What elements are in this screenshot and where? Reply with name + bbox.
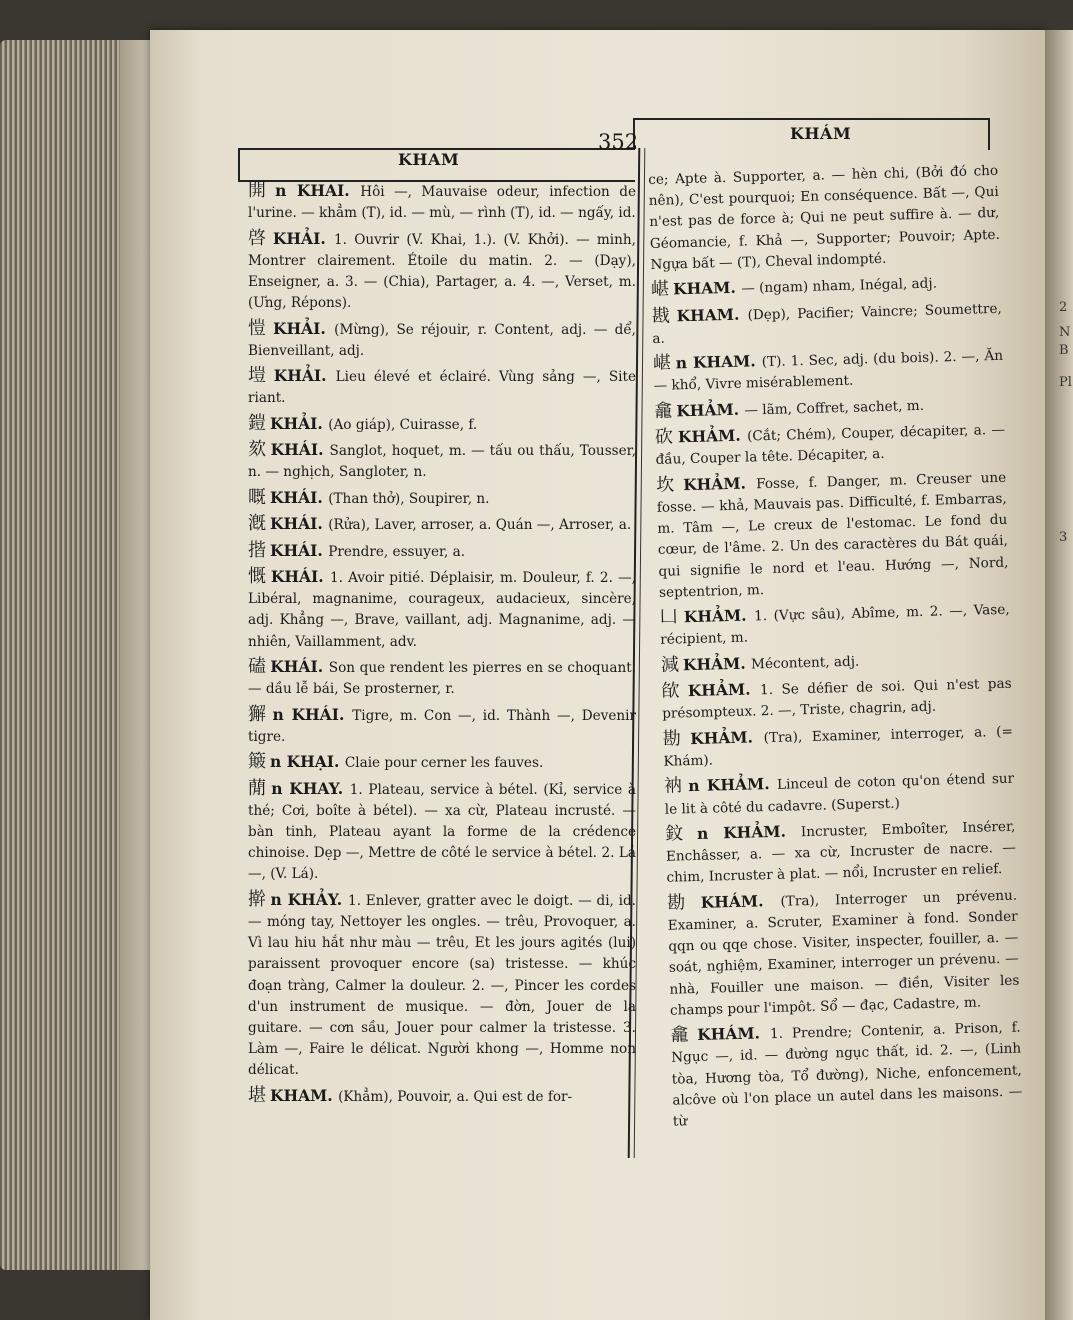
definition-text: Fosse, f. Danger, m. Creuser une fosse. — khả, Mauvais pas. Difficulté, f. Embarras, m. Tâm —, Le creux de l'estomac. Le fond du cœur, de l'âme. 2. Un des caractères du Bát quái, qui signifie le nord et l'eau. Hướng —, Nord, septentrion, m. (656, 469, 1009, 601)
definition-text: Hôi —, Mauvaise odeur, infection de l'urine. — khẳm (T), id. — mù, — rình (T), id. — ngấy, id. (248, 184, 636, 222)
dictionary-entry (648, 161, 1001, 276)
margin-fragment: Pl (1059, 375, 1072, 390)
definition-text: (Than thở), Soupirer, n. (328, 490, 490, 507)
definition-text: Prendre, essuyer, a. (328, 543, 466, 560)
hanzi-character: 嘅 (248, 486, 266, 508)
hanzi-character: 勘 (666, 891, 698, 914)
headword: KHẢI. (273, 366, 336, 386)
hanzi-character: 鎧 (248, 412, 266, 434)
hanzi-character: 欬 (248, 439, 267, 461)
headword: KHÁI. (270, 440, 330, 460)
definition-text: (T). 1. Sec, adj. (du bois). 2. —, Ăn — khổ, Vivre misérablement. (653, 347, 1004, 395)
hanzi-character: 慨 (248, 565, 267, 587)
hanzi-character: 擀 (248, 888, 267, 910)
right-column (648, 161, 1023, 1136)
dictionary-entry (655, 418, 1006, 472)
dictionary-entry (248, 228, 636, 315)
dictionary-entry (248, 318, 636, 362)
headword: KHẢI. (272, 228, 335, 248)
margin-fragment: 2 (1059, 300, 1068, 315)
running-head-left: KHAM (398, 150, 460, 169)
headword: KHÁI. (270, 540, 329, 560)
dictionary-entry (248, 656, 636, 700)
dictionary-entry (248, 540, 636, 563)
definition-text: Son que rendent les pierres en se choquant. — dầu lễ bái, Se prosterner, r. (248, 659, 637, 698)
dictionary-entry (652, 296, 1003, 350)
headword: n KHAY. (271, 778, 350, 798)
headword: KHÁI. (270, 656, 329, 676)
definition-text: Linceul de coton qu'on étend sur le lit à côté du cadavre. (Superst.) (664, 770, 1015, 818)
dictionary-entry (661, 672, 1012, 726)
hanzi-character: 欿 (661, 680, 685, 702)
dictionary-entry (656, 465, 1009, 603)
definition-text: 1. Avoir pitié. Déplaisir, m. Douleur, f. 2. —, Libéral, magnanime, courageux, audacieux, sincère, adj. Khẳng —, Brave, vaillant, adj. Magnanime, adj. — nhiên, Vaillamment, adv. (248, 569, 637, 650)
definition-text: (Ao giáp), Cuirasse, f. (328, 416, 478, 433)
hanzi-character: 鈫 (665, 822, 694, 845)
definition-text: (Cắt; Chém), Couper, décapiter, a. — đầu, Couper la tête. Décapiter, a. (655, 421, 1006, 469)
running-head-right: KHÁM (790, 124, 852, 143)
dictionary-entry (248, 1085, 636, 1108)
definition-text: 1. (Vực sâu), Abîme, m. 2. —, Vase, récipient, m. (660, 601, 1010, 649)
dictionary-entry (653, 344, 1004, 398)
dictionary-entry (248, 751, 636, 774)
definition-text: (Tra), Interroger un prévenu. Examiner, a. Scruter, Examiner à fond. Sonder qqn ou qqe chose. Visiter, inspecter, fouiller, a. — soát, nghiệm, Examiner, interroger un prévenu. — nhà, Fouiller une maison. — điền, Visiter les champs pour l'impôt. Sổ — đạc, Cadastre, m. (667, 887, 1020, 1019)
headword: n KHÁI. (272, 704, 353, 724)
definition-text: (Dẹp), Pacifier; Vaincre; Soumettre, a. (652, 300, 1002, 347)
headword: n KHẢM. (696, 821, 802, 843)
left-column (248, 180, 636, 1111)
dictionary-entry (248, 439, 636, 483)
definition-text: (Khẳm), Pouvoir, a. Qui est de for- (338, 1088, 573, 1105)
headword: KHAM. (672, 277, 742, 299)
margin-fragment: N (1059, 325, 1071, 340)
dictionary-entry (670, 1016, 1023, 1133)
dictionary-entry (663, 719, 1014, 773)
dictionary-entry (248, 487, 636, 510)
hanzi-character: 嵁 (652, 352, 672, 375)
definition-text: (Tra), Examiner, interroger, a. (= Khám). (663, 723, 1014, 770)
headword: KHÁI. (270, 566, 330, 586)
definition-text: Incruster, Emboîter, Insérer, Enchâsser, a. — xa cừ, Incruster de nacre. — chim, Incruster à plat. — nổi, Incruster en relief. (665, 818, 1017, 887)
headword: KHẢI. (270, 413, 329, 433)
hanzi-character: 嵁 (650, 278, 670, 301)
hanzi-character: 戡 (651, 305, 673, 327)
hanzi-character: 凵 (659, 606, 681, 629)
definition-text: (Mừng), Se réjouir, r. Content, adj. — dể, Bienveillant, adj. (248, 321, 637, 359)
dictionary-entry (665, 815, 1017, 890)
headword: KHẢM. (677, 425, 748, 447)
definition-text: 1. Plateau, service à bétel. (Kỉ, service à thé; Cơi, boîte à bétel). — xa cừ, Plateau incrusté. — bàn tinh, Plateau ayant la forme de la crédence chinoise. Dẹp —, Mettre de côté le service à bétel. 2. Lá —, (V. Lá). (248, 781, 636, 883)
headword: KHÁM. (697, 1023, 771, 1045)
headword: n KHẢM. (687, 774, 778, 796)
definition-text: 1. Se défier de soi. Qui n'est pas présompteux. 2. —, Triste, chagrin, adj. (662, 675, 1012, 723)
dictionary-entry (248, 365, 636, 409)
hanzi-character: 揩 (248, 539, 266, 561)
hanzi-character: 塏 (248, 365, 270, 387)
hanzi-character: 龕 (670, 1024, 694, 1046)
dictionary-entry (248, 778, 636, 886)
headword: KHẢM. (687, 679, 761, 701)
definition-text: ce; Apte à. Supporter, a. — hèn chi, (Bởi đó cho nên), C'est pourquoi; En conséquence. Bất —, Qui n'est pas de force à; Qui ne peut suffire à. — dư, Géomancie, f. Khả —, Supporter; Pouvoir; Apte. Ngựa bất — (T), Cheval indompté. (648, 162, 1001, 273)
hanzi-character: 啓 (248, 227, 269, 249)
definition-text: — (ngam) nham, Inégal, adj. (741, 275, 938, 297)
hanzi-character: 勘 (662, 727, 687, 750)
definition-text: Tigre, m. Con —, id. Thành —, Devenir tigre. (248, 707, 637, 745)
dictionary-entry (248, 566, 636, 653)
hanzi-character: 愷 (248, 317, 269, 339)
margin-fragment: B (1059, 343, 1069, 358)
hanzi-character: 簸 (248, 751, 266, 773)
dictionary-entry (248, 413, 636, 436)
dictionary-entry (667, 883, 1020, 1021)
headword: n KHẠI. (270, 752, 345, 772)
dictionary-entry (248, 704, 636, 748)
headword: n KHẢY. (270, 889, 349, 909)
headword: KHÁI. (270, 487, 329, 507)
dictionary-entry (664, 767, 1015, 821)
headword: KHẢM. (682, 473, 757, 494)
definition-text: Lieu élevé et éclairé. Vùng sảng —, Site riant. (248, 369, 636, 407)
definition-text: Mécontent, adj. (750, 653, 860, 673)
hanzi-character: 漑 (248, 513, 266, 535)
hanzi-character: 砍 (654, 426, 675, 449)
hanzi-character: 衲 (663, 775, 685, 798)
definition-text: 1. Ouvrir (V. Khai, 1.). (V. Khởi). — minh, Montrer clairement. Étoile du matin. 2. — (Dạy), Enseigner, a. 3. — (Chia), Partager, a. 4. —, Verset, m. (Ưng, Répons). (248, 231, 636, 312)
headword: n KHAM. (675, 351, 762, 373)
headword: KHẢI. (272, 318, 335, 338)
definition-text: 1. Enlever, gratter avec le doigt. — di, id. — móng tay, Nettoyer les ongles. — trêu, Provoquer, a. Vì lau hiu hắt như màu — trêu, Et les jours agités (lui) paraissent provoquer encore (sa) tristesse. — khúc đoạn tràng, Calmer la douleur. 2. —, Pincer les cordes d'un instrument de musique. — đờn, Jouer de la guitare. — cơn sầu, Jouer pour calmer la tristesse. 3. Làm —, Faire le délicat. Người khong —, Homme non délicat. (248, 892, 637, 1079)
dictionary-entry (659, 598, 1010, 652)
headword: KHÁI. (270, 514, 329, 534)
headword: KHẢM. (689, 726, 764, 748)
definition-text: (Rửa), Laver, arroser, a. Quán —, Arroser, a. (328, 517, 632, 534)
headword: KHẢM. (676, 399, 745, 421)
hanzi-character: 堪 (248, 1084, 266, 1106)
headword: KHẢM. (682, 653, 752, 675)
definition-text: Claie pour cerner les fauves. (344, 755, 544, 772)
definition-text: — lãm, Coffret, sachet, m. (744, 397, 925, 419)
headword: KHAM. (270, 1085, 339, 1105)
hanzi-character: 蕑 (248, 777, 268, 799)
dictionary-entry (248, 513, 636, 536)
hanzi-character: 減 (660, 654, 680, 676)
hanzi-character: 龕 (654, 400, 673, 422)
headword: KHÁM. (700, 890, 781, 912)
headword: n KHAI. (275, 181, 361, 200)
facing-page-edge (1045, 30, 1073, 1320)
hanzi-character: 磕 (248, 655, 267, 677)
hanzi-character: 開 (248, 180, 272, 201)
definition-text: 1. Prendre; Contenir, a. Prison, f. Ngục —, id. — đường ngục thất, id. 2. —, (Linh tòa, Hương tòa, Tổ đường), Niche, enfoncement, alcôve où l'on place un autel dans les maisons. — từ (671, 1019, 1023, 1130)
headword: KHẢM. (683, 605, 755, 627)
dictionary-entry (248, 889, 636, 1082)
headword: KHAM. (676, 304, 748, 325)
hanzi-character: 獬 (248, 703, 269, 725)
margin-fragment: 3 (1059, 530, 1068, 545)
dictionary-entry (248, 180, 636, 224)
hanzi-character: 坎 (655, 474, 680, 496)
definition-text: Sanglot, hoquet, m. — tấu ou thấu, Tousser, n. — nghịch, Sangloter, n. (248, 443, 637, 481)
page-number: 352 (598, 130, 639, 154)
